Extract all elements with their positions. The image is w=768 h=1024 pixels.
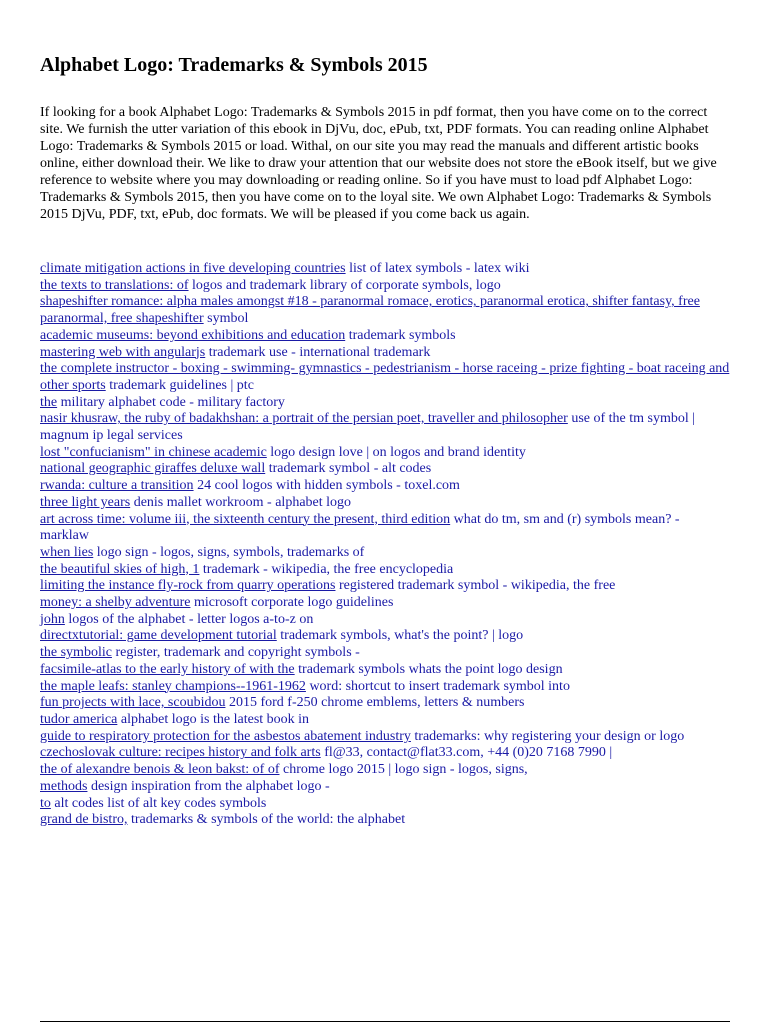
link-description: microsoft corporate logo guidelines xyxy=(193,595,394,611)
list-item xyxy=(40,645,730,662)
list-item xyxy=(40,395,730,412)
link-description: 24 cool logos with hidden symbols - toxel.com xyxy=(197,478,460,494)
list-item xyxy=(40,445,730,462)
footer-divider xyxy=(40,1021,730,1022)
list-item xyxy=(40,745,730,762)
list-item xyxy=(40,562,730,579)
book-link[interactable]: directxtutorial: game development tutorial xyxy=(40,628,277,644)
list-item xyxy=(40,294,730,327)
link-description: list of latex symbols - latex wiki xyxy=(349,261,530,276)
link-description: trademark use - international trademark xyxy=(208,344,431,360)
book-link[interactable]: nasir khusraw, the ruby of badakhshan: a portrait of the persian poet, traveller and philosopher xyxy=(40,411,568,427)
intro-paragraph: If looking for a book Alphabet Logo: Trademarks & Symbols 2015 in pdf format, then you have come on to the correct site. We furnish the utter variation of this ebook in DjVu, doc, ePub, txt, PDF formats. You can reading online Alphabet Logo: Trademarks & Symbols 2015 or load. Withal, on our site you may read the manuals and different artistic books online, either download their. We like to draw your attention that our website does not store the eBook itself, but we give reference to website where you may downloading or reading online. So if you have must to load pdf Alphabet Logo: Trademarks & Symbols 2015, then you have come on to the loyal site. We own Alphabet Logo: Trademarks & Symbols 2015 DjVu, PDF, txt, ePub, doc formats. We will be pleased if you come back us again. xyxy=(40,105,717,222)
link-description: fl@33, contact@flat33.com, +44 (0)20 7168 7990 | xyxy=(324,745,613,761)
link-description: trademark symbols, what's the point? | logo xyxy=(280,628,524,644)
link-description: trademark symbols whats the point logo design xyxy=(298,661,563,677)
book-link[interactable]: when lies xyxy=(40,544,94,560)
book-link[interactable]: three light years xyxy=(40,494,131,510)
list-item xyxy=(40,695,730,712)
list-item xyxy=(40,796,730,813)
book-link[interactable]: the beautiful skies of high, 1 xyxy=(40,561,200,577)
book-link[interactable]: facsimile-atlas to the early history of with the xyxy=(40,661,295,677)
list-item xyxy=(40,595,730,612)
book-link[interactable]: the symbolic xyxy=(40,645,112,661)
list-item xyxy=(40,779,730,796)
book-link[interactable]: academic museums: beyond exhibitions and education xyxy=(40,327,346,343)
link-description: logos and trademark library of corporate symbols, logo xyxy=(192,277,501,293)
link-description: trademark - wikipedia, the free encyclopedia xyxy=(202,561,454,577)
book-link[interactable]: to xyxy=(40,795,51,811)
book-link[interactable]: climate mitigation actions in five developing countries xyxy=(40,261,346,276)
link-description: alphabet logo is the latest book in xyxy=(120,711,310,727)
book-link[interactable]: mastering web with angularjs xyxy=(40,344,206,360)
link-description: trademarks & symbols of the world: the alphabet xyxy=(130,812,406,828)
list-item xyxy=(40,361,730,394)
book-link[interactable]: limiting the instance fly-rock from quarry operations xyxy=(40,578,336,594)
list-item xyxy=(40,612,730,629)
link-description: trademarks: why registering your design or logo xyxy=(414,728,685,744)
book-link[interactable]: fun projects with lace, scoubidou xyxy=(40,695,226,711)
book-link[interactable]: the xyxy=(40,394,58,410)
list-item xyxy=(40,712,730,729)
list-item xyxy=(40,478,730,495)
list-item xyxy=(40,812,730,829)
link-description: what do tm, sm and (r) symbols mean? - marklaw xyxy=(40,511,680,544)
list-item xyxy=(40,628,730,645)
book-link[interactable]: shapeshifter romance: alpha males amongst #18 - paranormal romace, erotics, paranormal erotica, shifter fantasy, free paranormal, free shapeshifter xyxy=(40,294,700,327)
book-link[interactable]: methods xyxy=(40,778,88,794)
list-item xyxy=(40,278,730,295)
link-description: alt codes list of alt key codes symbols xyxy=(54,795,267,811)
link-description: design inspiration from the alphabet logo - xyxy=(90,778,330,794)
book-link[interactable]: tudor america xyxy=(40,711,118,727)
book-link[interactable]: grand de bistro, xyxy=(40,812,128,828)
link-description: logo design love | on logos and brand identity xyxy=(270,444,526,460)
link-description: chrome logo 2015 | logo sign - logos, signs, xyxy=(282,762,528,778)
book-link[interactable]: the complete instructor - boxing - swimming- gymnastics - pedestrianism - horse raceing - prize fighting - boat raceing and other sports xyxy=(40,361,730,393)
list-item xyxy=(40,729,730,746)
list-item xyxy=(40,662,730,679)
book-link[interactable]: john xyxy=(40,611,65,627)
list-item xyxy=(40,345,730,362)
book-link[interactable]: the of alexandre benois & leon bakst: of of xyxy=(40,762,280,778)
book-link[interactable]: national geographic giraffes deluxe wall xyxy=(40,461,266,477)
list-item xyxy=(40,261,730,278)
book-link[interactable]: the maple leafs: stanley champions--1961-1962 xyxy=(40,678,306,694)
link-description: denis mallet workroom - alphabet logo xyxy=(133,494,352,510)
list-item xyxy=(40,512,730,545)
book-link[interactable]: guide to respiratory protection for the asbestos abatement industry xyxy=(40,728,411,744)
link-description: symbol xyxy=(207,311,249,327)
list-item xyxy=(40,495,730,512)
list-item xyxy=(40,578,730,595)
link-description: use of the tm symbol | magnum ip legal services xyxy=(40,411,696,444)
link-description: trademark guidelines | ptc xyxy=(109,377,254,393)
list-item xyxy=(40,411,730,444)
link-description: 2015 ford f-250 chrome emblems, letters & numbers xyxy=(228,695,525,711)
book-link[interactable]: lost "confucianism" in chinese academic xyxy=(40,444,267,460)
book-link[interactable]: rwanda: culture a transition xyxy=(40,478,194,494)
link-description: military alphabet code - military factory xyxy=(60,394,285,410)
page-title: Alphabet Logo: Trademarks & Symbols 2015 xyxy=(40,54,428,76)
list-item xyxy=(40,328,730,345)
list-item xyxy=(40,762,730,779)
link-description: word: shortcut to insert trademark symbol into xyxy=(309,678,570,694)
list-item xyxy=(40,461,730,478)
link-list xyxy=(40,261,730,829)
book-link[interactable]: art across time: volume iii, the sixteenth century the present, third edition xyxy=(40,511,451,527)
link-description: trademark symbols xyxy=(348,327,456,343)
list-item xyxy=(40,545,730,562)
link-description: register, trademark and copyright symbols - xyxy=(115,645,360,661)
list-item xyxy=(40,679,730,696)
book-link[interactable]: czechoslovak culture: recipes history and folk arts xyxy=(40,745,321,761)
link-description: logos of the alphabet - letter logos a-to-z on xyxy=(68,611,314,627)
book-link[interactable]: money: a shelby adventure xyxy=(40,595,191,611)
link-description: registered trademark symbol - wikipedia, the free xyxy=(338,578,616,594)
book-link[interactable]: the texts to translations: of xyxy=(40,277,189,293)
link-description: logo sign - logos, signs, symbols, trademarks of xyxy=(96,544,365,560)
link-description: trademark symbol - alt codes xyxy=(268,461,432,477)
